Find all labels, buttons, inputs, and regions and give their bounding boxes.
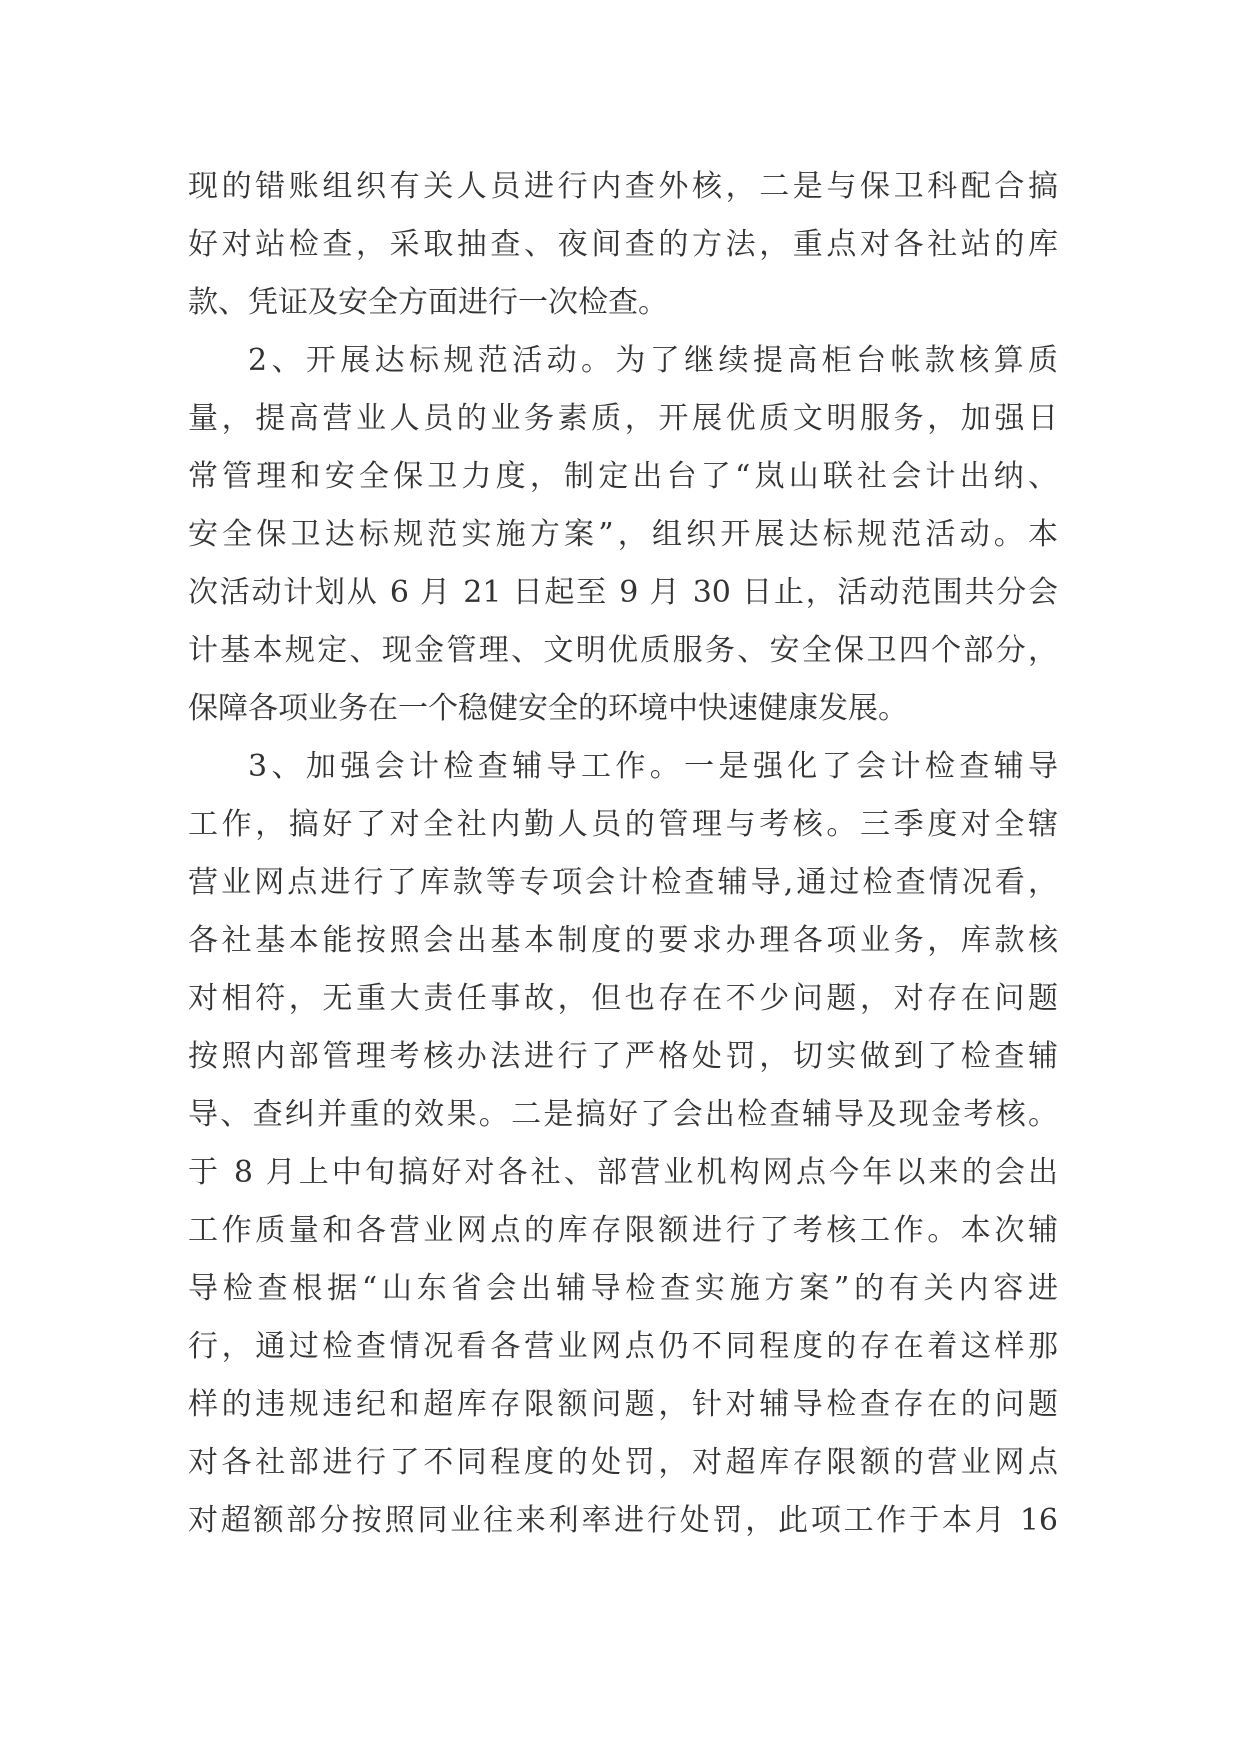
paragraph-2-start: 2、开展达标规范活动。为了继续提高柜台帐款核算质 [248, 343, 1058, 378]
text-line: 次活动计划从 6 月 21 日起至 9 月 30 日止，活动范围共分会 [188, 575, 1058, 610]
text-line: 行，通过检查情况看各营业网点仍不同程度的存在着这样那 [188, 1329, 1058, 1364]
text-line: 安全保卫达标规范实施方案”，组织开展达标规范活动。本 [188, 517, 1058, 552]
text-line: 对超额部分按照同业往来利率进行处罚，此项工作于本月 16 [188, 1503, 1058, 1538]
text-line: 样的违规违纪和超库存限额问题，针对辅导检查存在的问题 [188, 1387, 1058, 1422]
text-line: 营业网点进行了库款等专项会计检查辅导,通过检查情况看， [188, 865, 1058, 900]
text-line: 按照内部管理考核办法进行了严格处罚，切实做到了检查辅 [188, 1039, 1058, 1074]
text-line: 量，提高营业人员的业务素质，开展优质文明服务，加强日 [188, 401, 1058, 436]
text-line: 导、查纠并重的效果。二是搞好了会出检查辅导及现金考核。 [188, 1097, 1058, 1132]
text-line: 对相符，无重大责任事故，但也存在不少问题，对存在问题 [188, 981, 1058, 1016]
text-line: 于 8 月上中旬搞好对各社、部营业机构网点今年以来的会出 [188, 1155, 1058, 1190]
text-line: 好对站检查，采取抽查、夜间查的方法，重点对各社站的库 [188, 227, 1058, 262]
text-line: 保障各项业务在一个稳健安全的环境中快速健康发展。 [188, 691, 908, 726]
text-line: 对各社部进行了不同程度的处罚，对超库存限额的营业网点 [188, 1445, 1058, 1480]
text-line: 工作，搞好了对全社内勤人员的管理与考核。三季度对全辖 [188, 807, 1058, 842]
text-line: 款、凭证及安全方面进行一次检查。 [188, 285, 668, 320]
text-line: 工作质量和各营业网点的库存限额进行了考核工作。本次辅 [188, 1213, 1058, 1248]
text-line: 各社基本能按照会出基本制度的要求办理各项业务，库款核 [188, 923, 1058, 958]
document-body [188, 158, 1058, 1550]
text-line: 导检查根据“山东省会出辅导检查实施方案”的有关内容进 [188, 1271, 1058, 1306]
text-line: 计基本规定、现金管理、文明优质服务、安全保卫四个部分， [188, 633, 1058, 668]
paragraph-3-start: 3、加强会计检查辅导工作。一是强化了会计检查辅导 [248, 749, 1058, 784]
text-line: 常管理和安全保卫力度，制定出台了“岚山联社会计出纳、 [188, 459, 1058, 494]
text-line: 现的错账组织有关人员进行内查外核，二是与保卫科配合搞 [188, 169, 1058, 204]
